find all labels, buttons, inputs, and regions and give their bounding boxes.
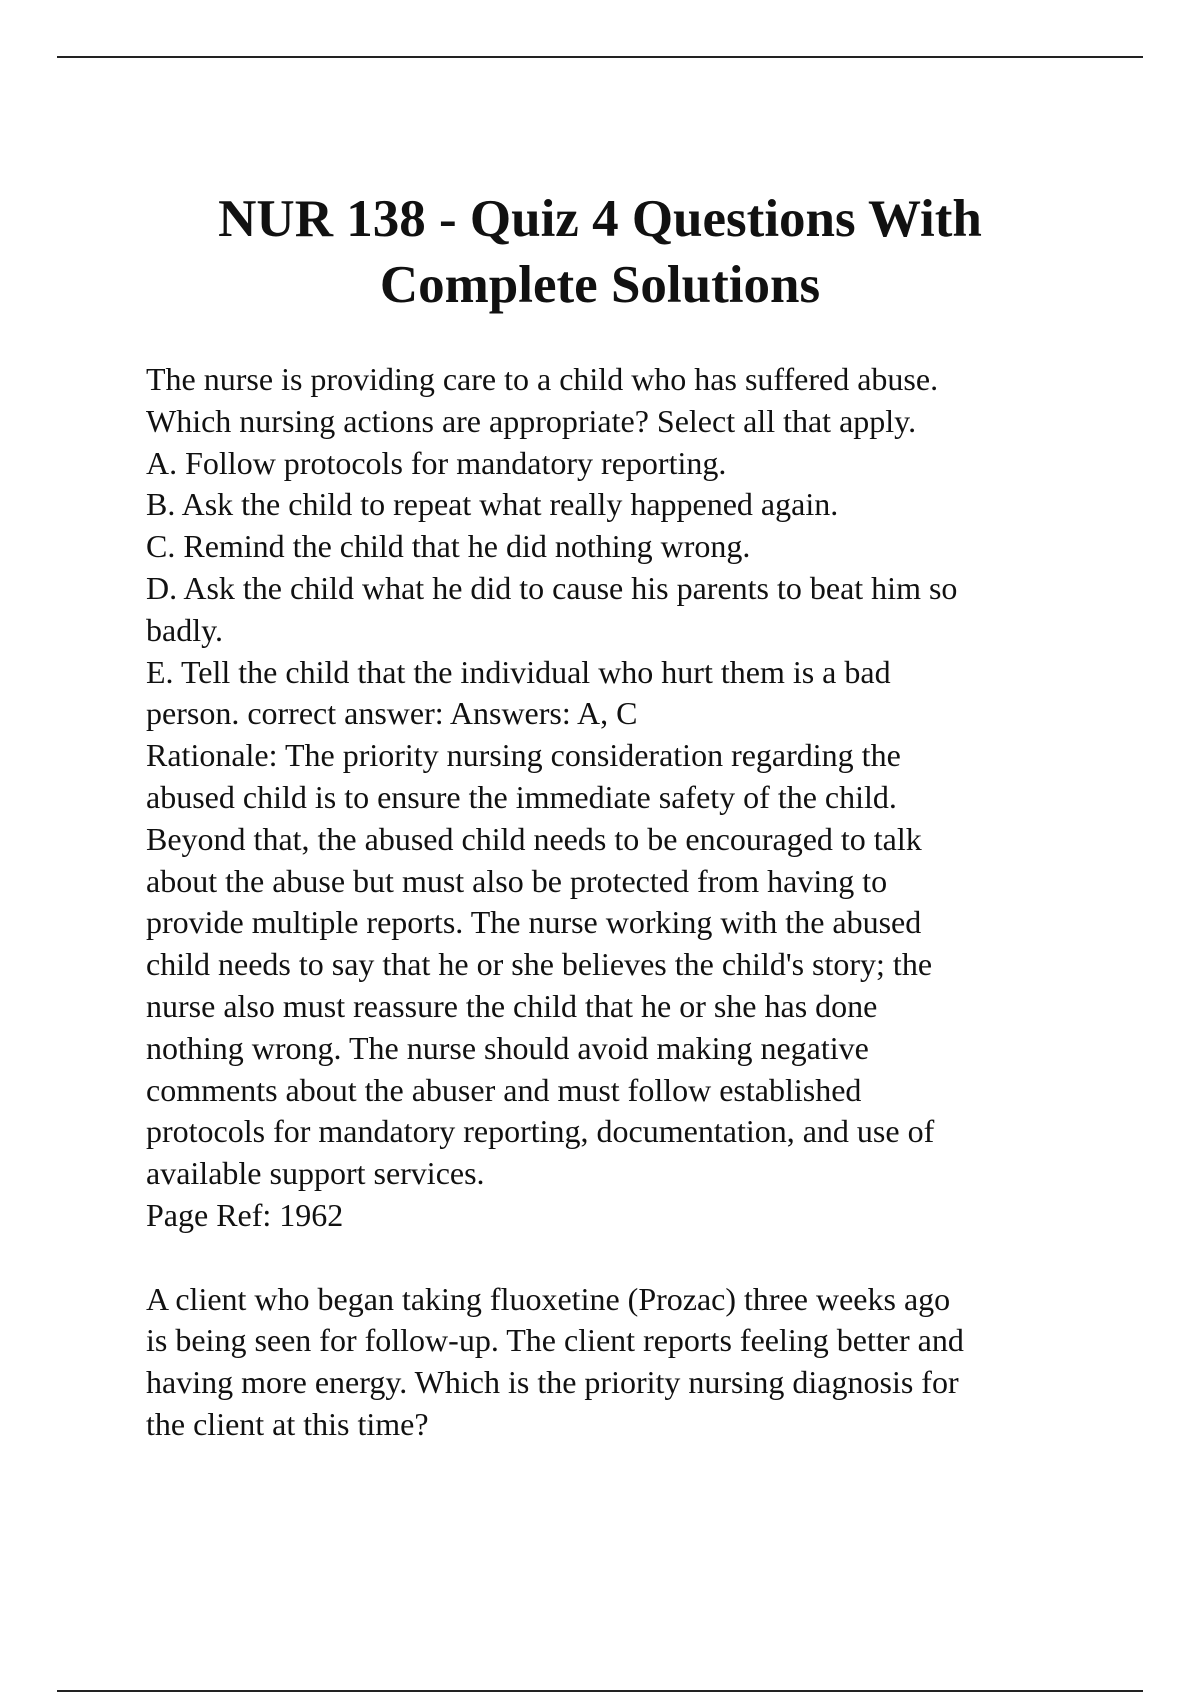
answer-option: E. Tell the child that the individual who hurt them is a bad <box>146 653 891 690</box>
answer-option: A. Follow protocols for mandatory reporting. <box>146 444 727 481</box>
question-stem-line: A client who began taking fluoxetine (Prozac) three weeks ago <box>146 1280 951 1317</box>
top-divider <box>57 56 1143 58</box>
rationale-line: nurse also must reassure the child that he or she has done <box>146 987 878 1024</box>
document-body <box>146 359 1086 1446</box>
question-stem-line: Which nursing actions are appropriate? Select all that apply. <box>146 402 917 439</box>
question-stem-line: is being seen for follow-up. The client reports feeling better and <box>146 1322 964 1359</box>
rationale-line: Rationale: The priority nursing consideration regarding the <box>146 737 901 774</box>
page-ref: Page Ref: 1962 <box>146 1196 344 1233</box>
rationale-line: about the abuse but must also be protected from having to <box>146 862 888 899</box>
rationale-line: Beyond that, the abused child needs to be encouraged to talk <box>146 820 922 857</box>
rationale-line: child needs to say that he or she believes the child's story; the <box>146 946 933 983</box>
rationale-line: abused child is to ensure the immediate safety of the child. <box>146 778 897 815</box>
title-line: NUR 138 - Quiz 4 Questions With <box>218 190 982 248</box>
answer-option: D. Ask the child what he did to cause his parents to beat him so <box>146 569 958 606</box>
question-stem-line: having more energy. Which is the priority nursing diagnosis for <box>146 1364 959 1401</box>
rationale-line: comments about the abuser and must follow established <box>146 1071 862 1108</box>
rationale-line: available support services. <box>146 1155 485 1192</box>
question-2 <box>146 1279 1086 1446</box>
question-1 <box>146 359 1086 1237</box>
page-title <box>100 186 1100 318</box>
rationale-line: protocols for mandatory reporting, documentation, and use of <box>146 1113 935 1150</box>
paragraph-gap <box>146 1237 1086 1279</box>
bottom-divider <box>57 1690 1143 1692</box>
title-line: Complete Solutions <box>379 256 821 314</box>
question-stem-line: the client at this time? <box>146 1405 429 1442</box>
question-stem-line: The nurse is providing care to a child who has suffered abuse. <box>146 361 939 397</box>
answer-option: badly. <box>146 611 224 648</box>
answer-option: B. Ask the child to repeat what really happened again. <box>146 486 839 523</box>
rationale-line: nothing wrong. The nurse should avoid making negative <box>146 1029 869 1066</box>
answer-option: C. Remind the child that he did nothing wrong. <box>146 528 751 565</box>
rationale-line: provide multiple reports. The nurse working with the abused <box>146 904 922 941</box>
correct-answer-line: person. correct answer: Answers: A, C <box>146 695 638 732</box>
